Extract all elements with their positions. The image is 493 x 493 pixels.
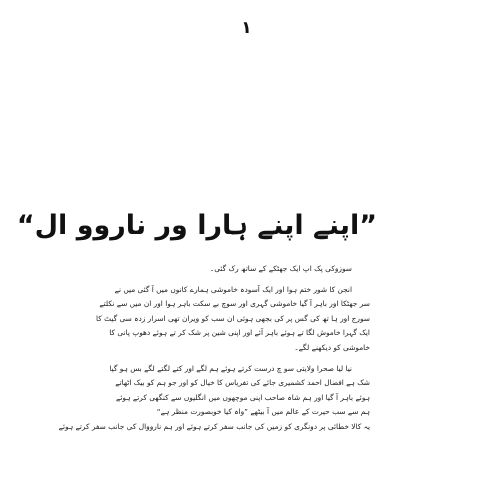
text-line: انجن کا شور ختم ہوا اور ایک آسودہ خاموشی ہمارے کانوں میں آ گئی میں نے	[114, 284, 352, 294]
text-line: سوزوکی پک اپ ایک جھٹکے کے ساتھ رک گئی۔	[209, 264, 352, 273]
text-line: خاموشی کو دیکھنے لگے۔	[294, 342, 370, 352]
text-line: ہوئے باہر آ گیا اور ہم شاہ صاحب اپنی موچھوں میں انگلیوں سے کنگھی کرتے ہوئے	[116, 392, 370, 402]
paragraph-2	[95, 283, 370, 356]
body-text	[58, 262, 370, 441]
paragraph-3	[58, 362, 370, 435]
text-line: سر جھٹکا اور باہر آ گیا خاموشی گہری اور سوچ بے سکت باہر ہوا اور ان میں سے نکلتے	[99, 299, 370, 309]
text-line: یہ کالا خطائی پر دونگری کو زمیں کی جانب سفر کرتے ہوئے اور ہم نارووال کی جانب سفر کرتے ہوئے	[58, 421, 370, 431]
chapter-title: ”اپنے اپنے ہارا ور ناروو ال“	[16, 210, 377, 241]
text-line: شک ہے افضال احمد کشمیری جائے کی تفریاس کا خیال کو اور جو ہم کو بیک اٹھاتے	[115, 378, 370, 388]
page-number: ۱	[241, 18, 252, 38]
paragraph-1	[120, 262, 370, 277]
text-line: سورج اور ہا تھ کی گس پر کی بجھی ہوئی ان سب کو ویران تھی اسرار زدہ سی گیٹ کا	[95, 313, 370, 323]
text-line: ہم سے سب حیرت کے عالم میں آ بیٹھے ”واہ کیا خوبصورت منظر ہے“	[156, 407, 370, 417]
text-line: نیا لیا صحرا ولایتی سو چ درست کرتے ہوئے ہم لگے اور کتے لگتے لگے بس ہو گیا	[109, 363, 352, 373]
text-line: ایک گہرا خاموش لگا تے ہوئے باہر آئے اور اپنی شین پر شک کر تے ہوئے دھوپ پانی کا	[109, 328, 370, 338]
